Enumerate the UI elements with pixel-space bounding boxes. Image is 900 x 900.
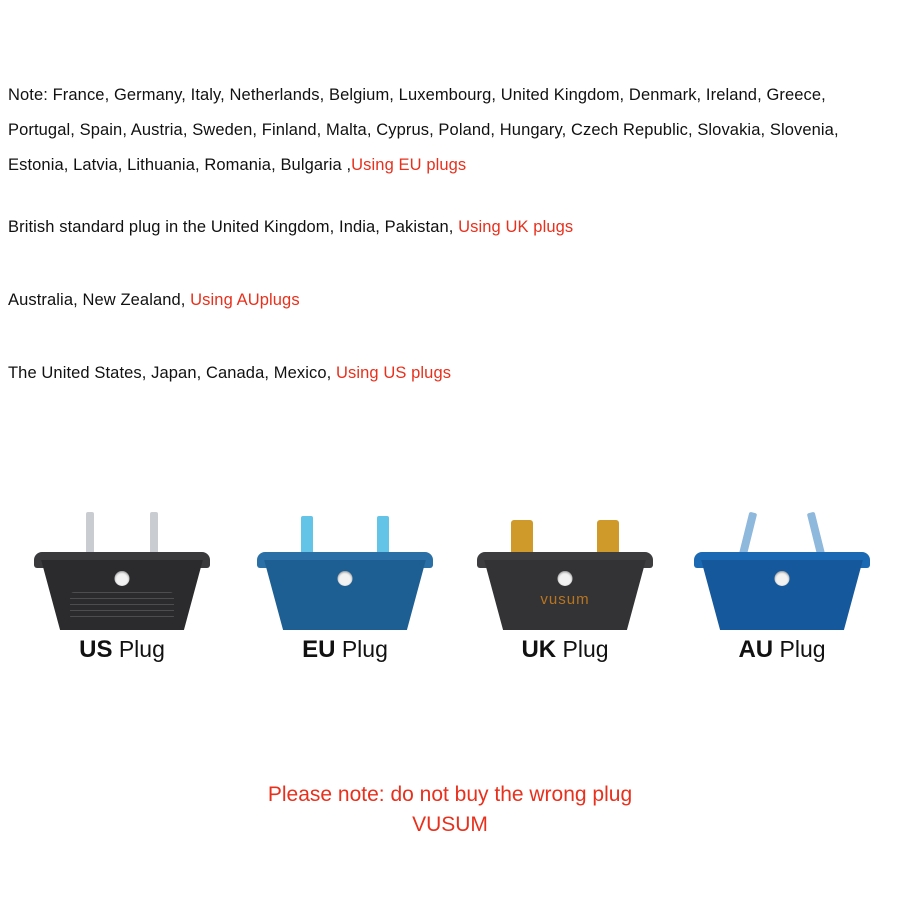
plug-label-uk — [455, 636, 675, 664]
plug-label-au — [672, 636, 892, 664]
plug-item-eu — [235, 500, 455, 664]
plug-item-us — [12, 500, 232, 664]
us-pin-left — [86, 512, 94, 556]
note-paragraph-au — [8, 283, 892, 318]
eu-pin-right — [377, 516, 389, 556]
note-paragraph-eu — [8, 78, 892, 183]
notes-block — [8, 78, 892, 391]
note-accent-us: Using US plugs — [335, 364, 452, 382]
note-text-uk: British standard plug in the United Kingdom, India, Pakistan, — [8, 218, 459, 236]
plug-word-us: Plug — [118, 636, 165, 662]
plug-gallery — [0, 500, 900, 690]
footer-warning-line1: Please note: do not buy the wrong plug — [267, 783, 633, 806]
us-pin-right — [150, 512, 158, 556]
note-accent-au: Using AUplugs — [190, 291, 300, 309]
footer-brand: VUSUM — [412, 813, 488, 836]
plug-label-us — [12, 636, 232, 664]
eu-pin-left — [301, 516, 313, 556]
plug-code-au: AU — [738, 636, 774, 663]
plug-code-us: US — [79, 636, 113, 663]
note-paragraph-uk — [8, 210, 892, 245]
au-pin-right — [807, 512, 825, 557]
note-accent-eu: Using EU plugs — [351, 156, 467, 174]
uk-plug-image — [455, 500, 675, 630]
au-pin-left — [739, 512, 757, 557]
plug-word-uk: Plug — [562, 636, 609, 662]
note-text-eu: Note: France, Germany, Italy, Netherlands, Belgium, Luxembourg, United Kingdom, Denmark, Ireland, Greece, Portugal, Spain, Austria, Sweden, Finland, Malta, Cyprus, Poland, Hungary, Czech Republic, Slovakia, Slovenia, Estonia, Latvia, Lithuania, Romania, Bulgaria , — [8, 86, 839, 174]
footer-warning — [0, 780, 900, 840]
note-paragraph-us — [8, 356, 892, 391]
plug-code-eu: EU — [302, 636, 336, 663]
us-plug-image — [12, 500, 232, 630]
eu-plug-hole — [338, 571, 353, 586]
plug-item-uk — [455, 500, 675, 664]
uk-plug-hole — [558, 571, 573, 586]
us-plug-hole — [115, 571, 130, 586]
note-accent-uk: Using UK plugs — [458, 218, 574, 236]
us-plug-grill — [70, 592, 174, 620]
uk-plug-brand: vusum — [540, 591, 590, 608]
plug-word-au: Plug — [779, 636, 826, 662]
uk-pin-right — [597, 520, 619, 556]
uk-pin-left — [511, 520, 533, 556]
note-text-us: The United States, Japan, Canada, Mexico, — [8, 364, 336, 382]
plug-item-au — [672, 500, 892, 664]
au-plug-hole — [775, 571, 790, 586]
eu-plug-image — [235, 500, 455, 630]
plug-code-uk: UK — [521, 636, 557, 663]
note-text-au: Australia, New Zealand, — [8, 291, 191, 309]
au-plug-image — [672, 500, 892, 630]
plug-word-eu: Plug — [341, 636, 388, 662]
plug-label-eu — [235, 636, 455, 664]
